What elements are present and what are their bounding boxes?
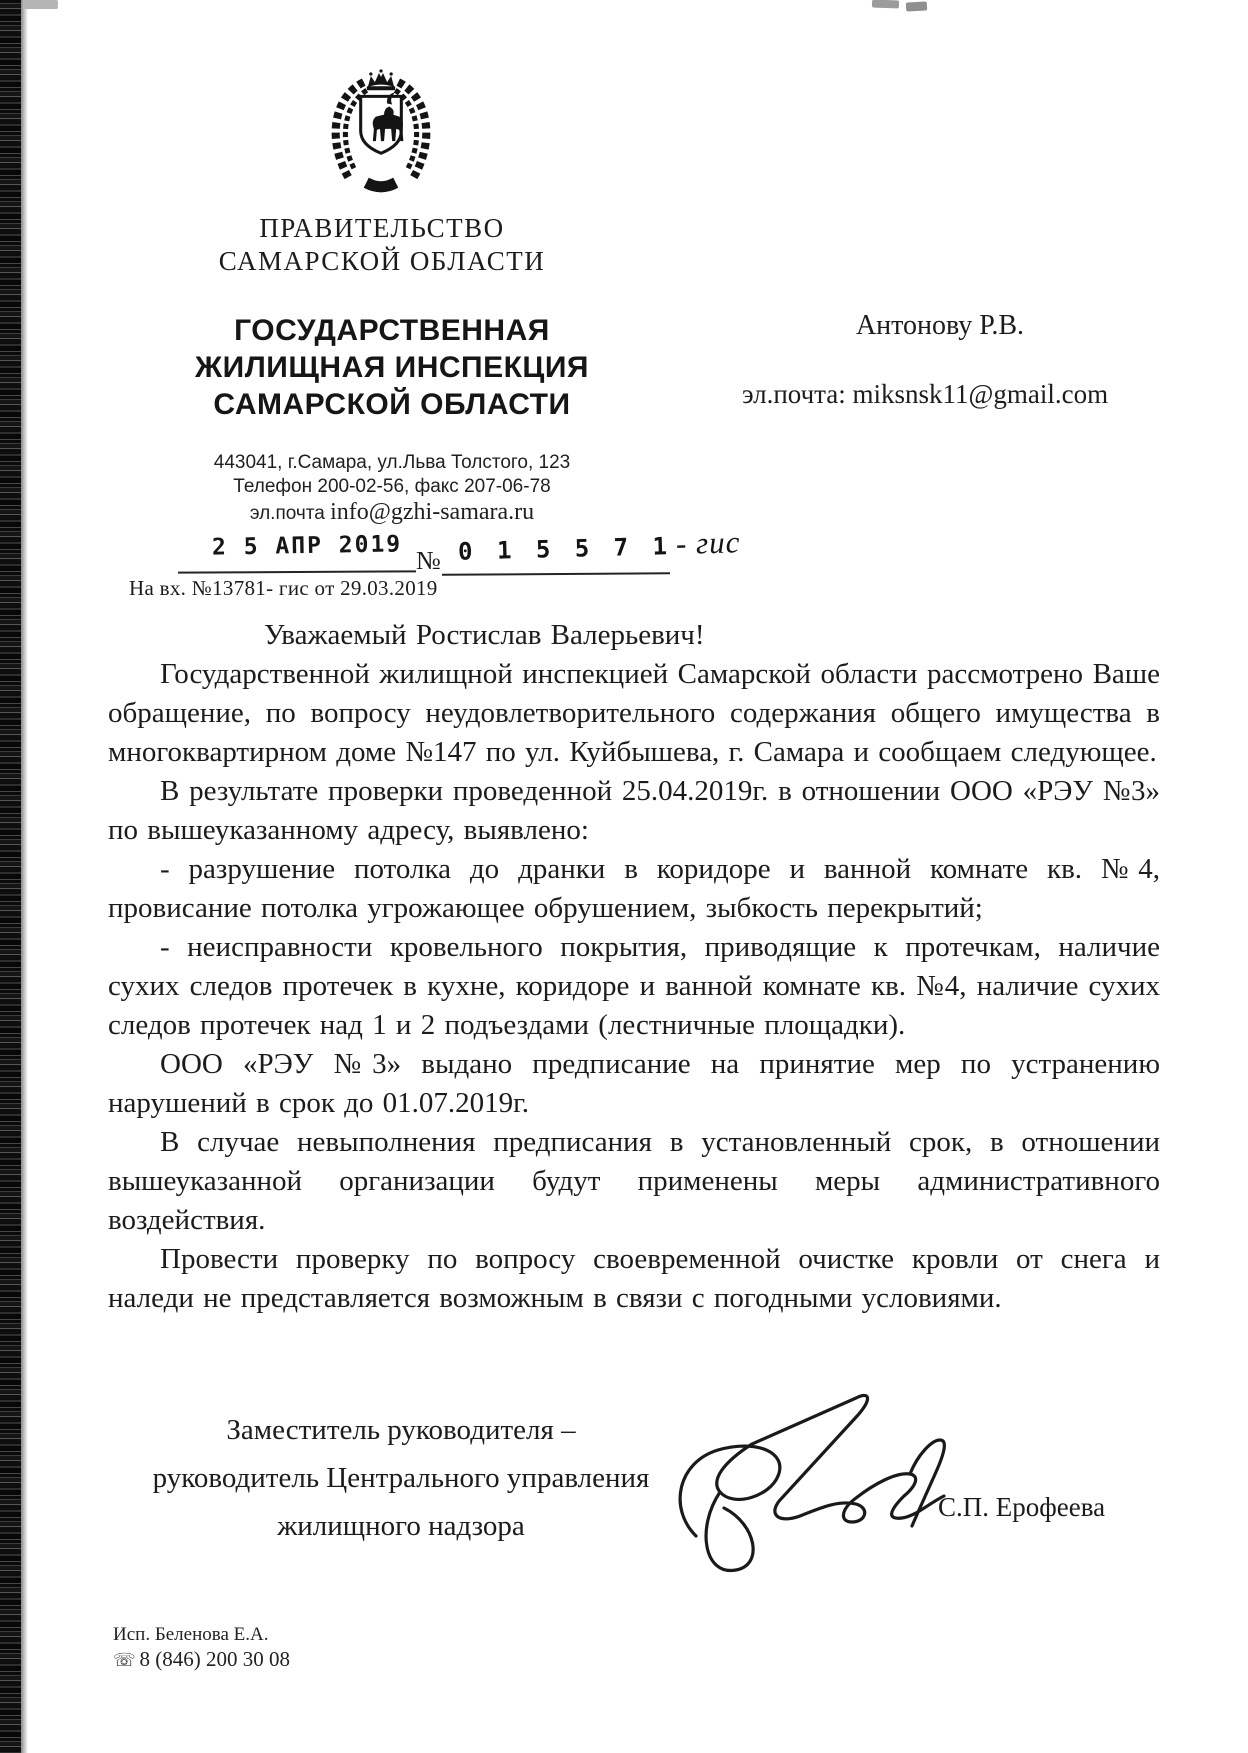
number-underline bbox=[442, 572, 670, 576]
agency-name-line: САМАРСКОЙ ОБЛАСТИ bbox=[213, 388, 571, 421]
signer-name: С.П. Ерофеева bbox=[938, 1492, 1106, 1522]
signer-position bbox=[143, 1406, 659, 1550]
body-paragraph: В случае невыполнения предписания в установленный срок, в отношении вышеуказанной организации будут применены меры административного воздействия. bbox=[108, 1126, 1160, 1236]
agency-contact-block bbox=[186, 451, 598, 527]
samara-coat-of-arms-icon bbox=[318, 64, 444, 210]
addressee-name: Антонову Р.В. bbox=[855, 310, 1025, 341]
outgoing-number-digits: 0 1 5 5 7 1 bbox=[457, 532, 673, 566]
outgoing-number-stamp bbox=[458, 524, 741, 567]
agency-email-line bbox=[186, 499, 598, 527]
scan-edge-artifact bbox=[0, 0, 21, 1753]
executor-name: Исп. Беленова Е.А. bbox=[113, 1624, 269, 1645]
agency-name-line: ГОСУДАРСТВЕННАЯ bbox=[234, 314, 550, 347]
phone-icon: ☏ bbox=[113, 1650, 136, 1671]
salutation: Уважаемый Ростислав Валерьевич! bbox=[264, 619, 705, 651]
addressee-email: эл.почта: miksnsk11@gmail.com bbox=[742, 379, 1109, 409]
executor-block bbox=[113, 1622, 290, 1673]
handwritten-signature-icon bbox=[660, 1388, 980, 1600]
agency-email: info@gzhi-samara.ru bbox=[330, 499, 535, 525]
letter-body bbox=[108, 616, 1160, 1318]
body-paragraph: ООО «РЭУ №3» выдано предписание на принятие мер по устранению нарушений в срок до 01.07.2019г. bbox=[108, 1048, 1160, 1119]
date-stamp: 2 5 АПР 2019 bbox=[211, 531, 403, 561]
executor-phone-row bbox=[113, 1647, 290, 1673]
body-paragraph: Провести проверку по вопросу своевременной очистке кровли от снега и наледи не представляется возможным в связи с погодными условиями. bbox=[108, 1243, 1160, 1314]
agency-email-label: эл.почта bbox=[249, 503, 325, 524]
scan-smudge bbox=[872, 0, 899, 8]
number-sign-label: № bbox=[416, 546, 441, 575]
outgoing-number-suffix-handwritten: - гис bbox=[675, 524, 741, 561]
agency-address: 443041, г.Самара, ул.Льва Толстого, 123 bbox=[213, 452, 571, 473]
scan-smudge bbox=[24, 0, 58, 9]
signer-position-line: Заместитель руководителя – bbox=[226, 1414, 576, 1446]
body-paragraph: В результате проверки проведенной 25.04.2019г. в отношении ООО «РЭУ №3» по вышеуказанному адресу, выявлено: bbox=[108, 775, 1160, 846]
scan-smudge bbox=[906, 1, 927, 11]
agency-phone-fax: Телефон 200-02-56, факс 207-06-78 bbox=[233, 476, 551, 497]
date-underline bbox=[178, 570, 416, 573]
government-name-line: ПРАВИТЕЛЬСТВО bbox=[259, 213, 505, 243]
body-paragraph: - неисправности кровельного покрытия, приводящие к протечкам, наличие сухих следов протечек в кухне, коридоре и ванной комнате кв. №4, наличие сухих следов протечек над 1 и 2 подъездами (лестничные площадки). bbox=[108, 931, 1160, 1041]
body-paragraph: Государственной жилищной инспекцией Самарской области рассмотрено Ваше обращение, по вопросу неудовлетворительного содержания общего имущества в многоквартирном доме №147 по ул. Куйбышева, г. Самара и сообщаем следующее. bbox=[108, 658, 1160, 768]
agency-name bbox=[170, 312, 614, 423]
executor-phone: 8 (846) 200 30 08 bbox=[139, 1647, 291, 1671]
incoming-reference: На вх. №13781- гис от 29.03.2019 bbox=[129, 576, 438, 600]
government-name-line: САМАРСКОЙ ОБЛАСТИ bbox=[218, 246, 546, 276]
signer-position-line: руководитель Центрального управления bbox=[152, 1462, 650, 1494]
signer-position-line: жилищного надзора bbox=[277, 1510, 525, 1542]
government-name bbox=[190, 212, 574, 278]
agency-name-line: ЖИЛИЩНАЯ ИНСПЕКЦИЯ bbox=[195, 351, 589, 384]
body-paragraph: - разрушение потолка до дранки в коридоре и ванной комнате кв. №4, провисание потолка угрожающее обрушением, зыбкость перекрытий; bbox=[108, 853, 1160, 924]
